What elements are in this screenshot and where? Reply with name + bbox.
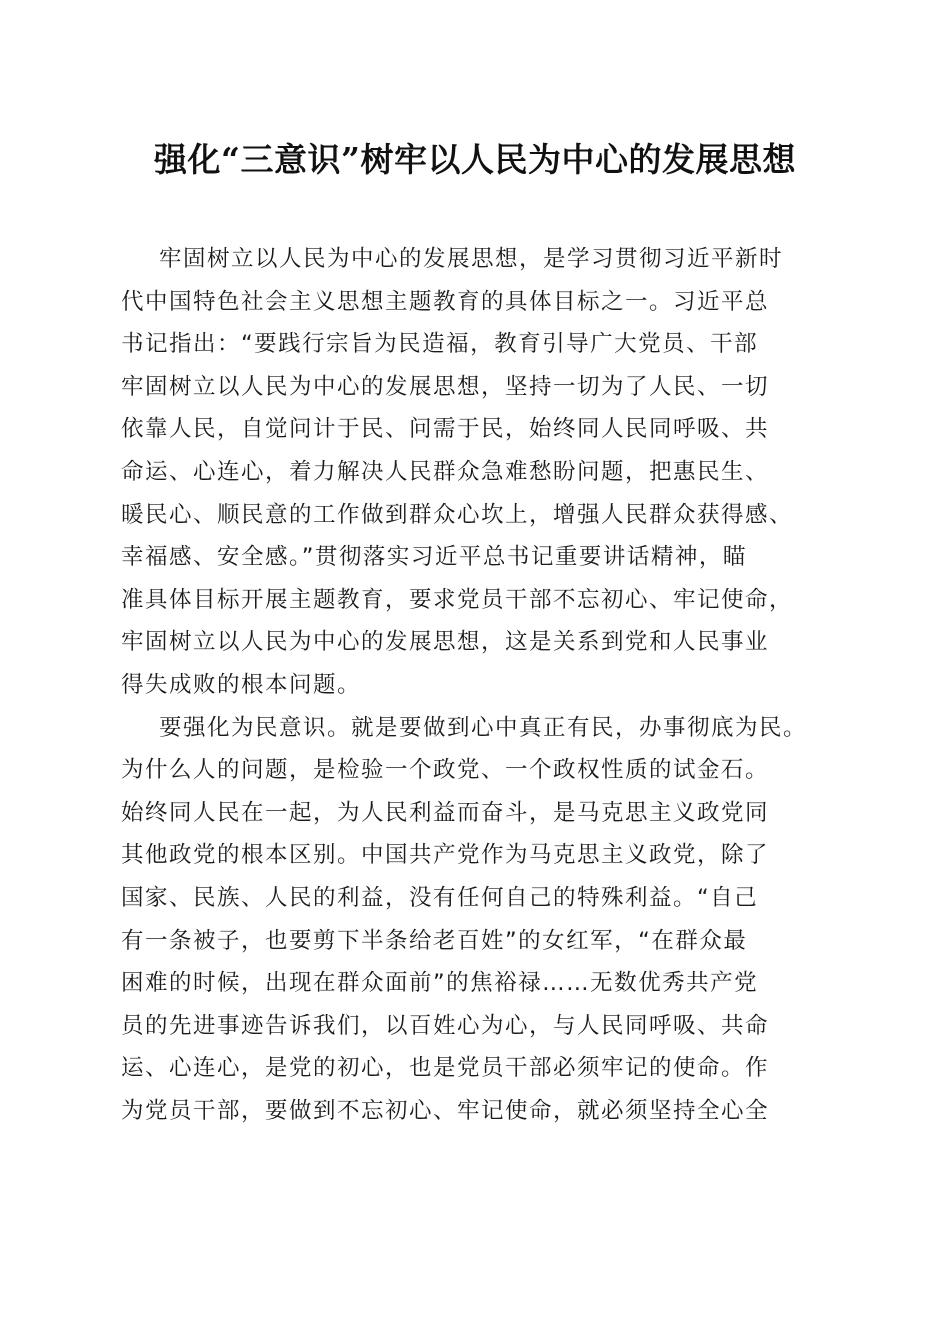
paragraph-line: 幸福感、安全感。”贯彻落实习近平总书记重要讲话精神，瞄 bbox=[121, 544, 747, 571]
paragraph-line: 得失成败的根本问题。 bbox=[121, 671, 362, 698]
paragraph-line: 牢固树立以人民为中心的发展思想，是学习贯彻习近平新时 bbox=[159, 246, 784, 272]
paragraph-line: 命运、心连心，着力解决人民群众急难愁盼问题，把惠民生、 bbox=[121, 458, 770, 485]
paragraph-line: 准具体目标开展主题教育，要求党员干部不忘初心、牢记使命， bbox=[121, 586, 794, 613]
paragraph-line: 困难的时候，出现在群众面前”的焦裕禄……无数优秀共产党 bbox=[121, 970, 759, 997]
paragraph-line: 有一条被子，也要剪下半条给老百姓”的女红军，“在群众最 bbox=[121, 927, 748, 954]
paragraph-line: 员的先进事迹告诉我们，以百姓心为心，与人民同呼吸、共命 bbox=[121, 1012, 770, 1039]
paragraph-line: 国家、民族、人民的利益，没有任何自己的特殊利益。“自己 bbox=[121, 884, 759, 911]
document-body bbox=[121, 238, 839, 1132]
paragraph-line: 牢固树立以人民为中心的发展思想，坚持一切为了人民、一切 bbox=[121, 373, 770, 400]
paragraph-line: 为党员干部，要做到不忘初心、牢记使命，就必须坚持全心全 bbox=[121, 1097, 770, 1124]
paragraph-line: 运、心连心，是党的初心，也是党员干部必须牢记的使命。作 bbox=[121, 1055, 770, 1082]
paragraph-line: 依靠人民，自觉问计于民、问需于民，始终同人民同呼吸、共 bbox=[121, 416, 770, 443]
paragraph-line: 其他政党的根本区别。中国共产党作为马克思主义政党，除了 bbox=[121, 842, 770, 869]
paragraph-line: 始终同人民在一起，为人民利益而奋斗，是马克思主义政党同 bbox=[121, 799, 770, 826]
paragraph-line: 书记指出：“要践行宗旨为民造福，教育引导广大党员、干部 bbox=[121, 331, 759, 358]
paragraph-line: 暖民心、顺民意的工作做到群众心坎上，增强人民群众获得感、 bbox=[121, 501, 794, 528]
paragraph-line: 为什么人的问题，是检验一个政党、一个政权性质的试金石。 bbox=[121, 757, 770, 784]
document-title: 强化“三意识”树牢以人民为中心的发展思想 bbox=[154, 140, 796, 179]
paragraph-line: 代中国特色社会主义思想主题教育的具体目标之一。习近平总 bbox=[121, 288, 770, 315]
paragraph-line: 要强化为民意识。就是要做到心中真正有民，办事彻底为民。 bbox=[159, 714, 808, 741]
paragraph-line: 牢固树立以人民为中心的发展思想，这是关系到党和人民事业 bbox=[121, 629, 770, 656]
